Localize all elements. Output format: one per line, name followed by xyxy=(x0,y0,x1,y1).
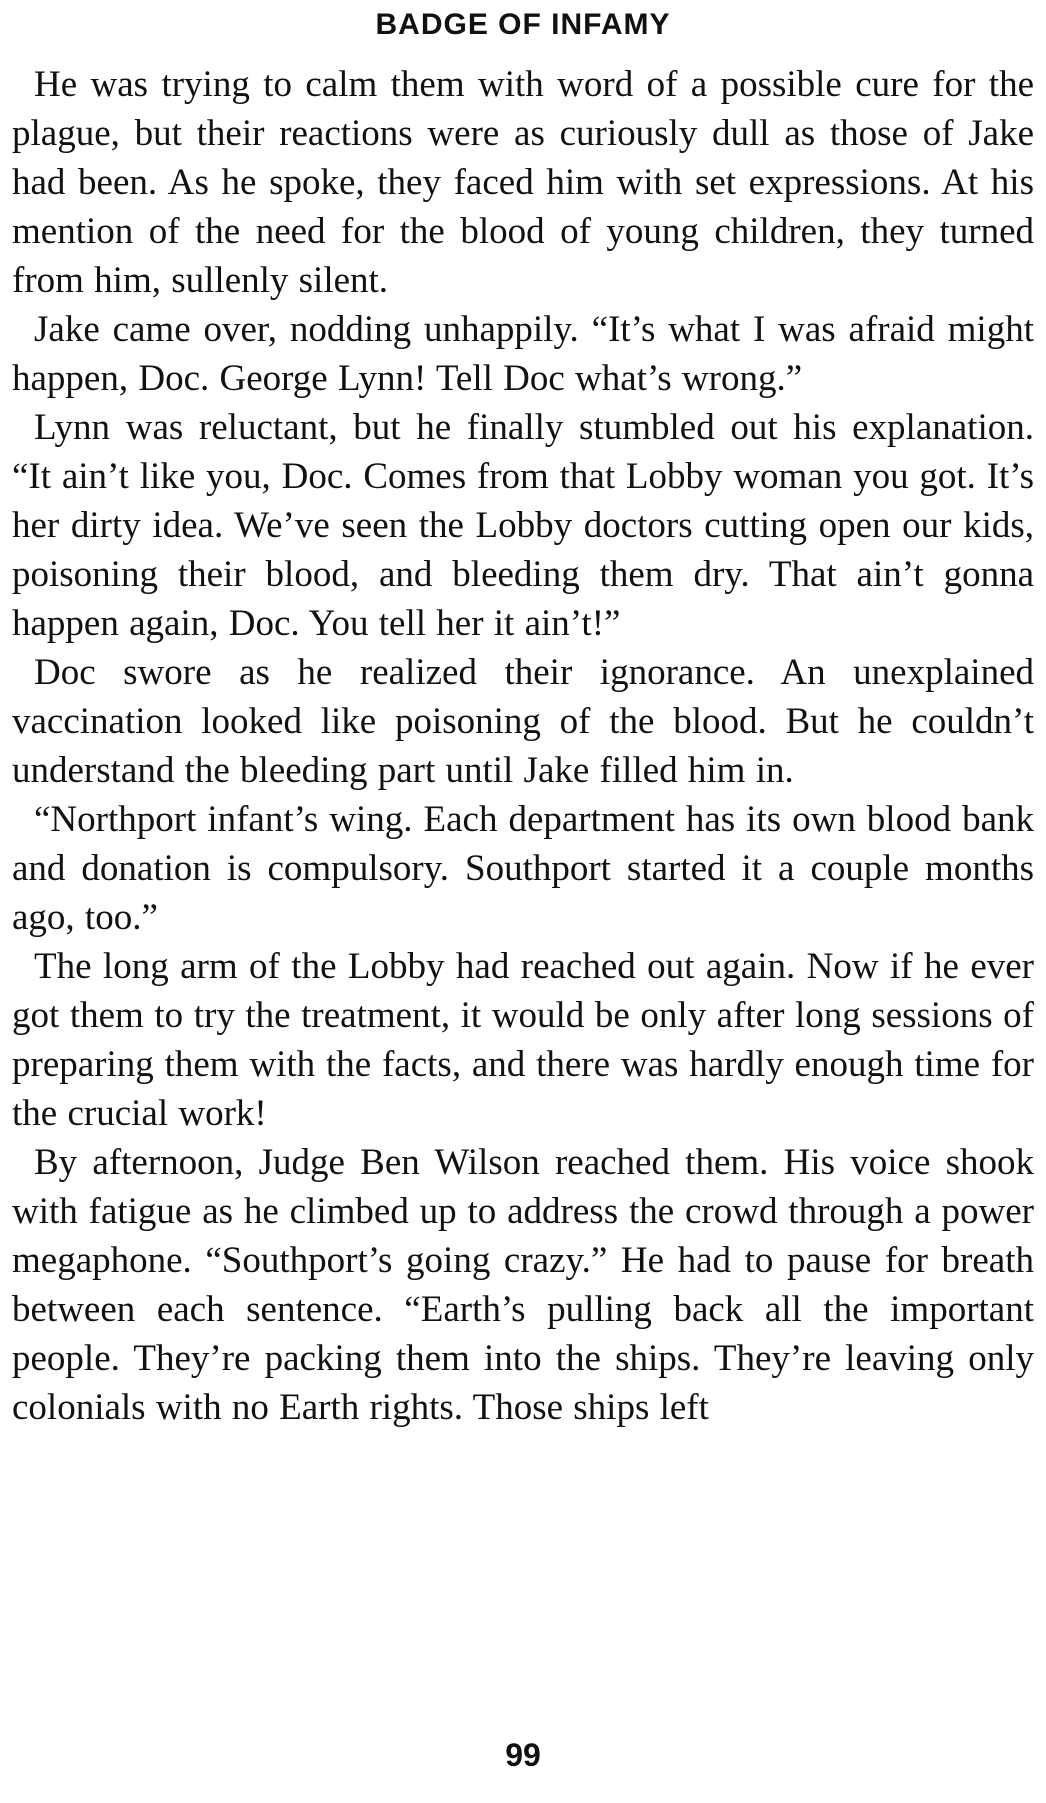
paragraph-3: Lynn was reluctant, but he finally stumbled out his explanation. “It ain’t like you, Doc. Comes from that Lobby woman you got. It’s her dirty idea. We’ve seen the Lobby doctors cutting open our kids, poisoning their blood, and bleeding them dry. That ain’t gonna happen again, Doc. You tell her it ain’t!” xyxy=(12,407,1034,644)
book-page xyxy=(12,0,1034,1803)
paragraph-5: “Northport infant’s wing. Each department has its own blood bank and donation is compulsory. Southport started it a couple months ago, too.” xyxy=(12,799,1034,938)
paragraph-7: By afternoon, Judge Ben Wilson reached them. His voice shook with fatigue as he climbed up to address the crowd through a power megaphone. “Southport’s going crazy.” He had to pause for breath between each sentence. “Earth’s pulling back all the important people. They’re packing them into the ships. They’re leaving only colonials with no Earth rights. Those ships left xyxy=(12,1142,1034,1428)
paragraph-1: He was trying to calm them with word of a possible cure for the plague, but their reactions were as curiously dull as those of Jake had been. As he spoke, they faced him with set expressions. At his mention of the need for the blood of young children, they turned from him, sullenly silent. xyxy=(12,64,1034,301)
paragraph-6: The long arm of the Lobby had reached out again. Now if he ever got them to try the treatment, it would be only after long sessions of preparing them with the facts, and there was hardly enough time for the crucial work! xyxy=(12,946,1034,1134)
paragraph-2: Jake came over, nodding unhappily. “It’s what I was afraid might happen, Doc. George Lynn! Tell Doc what’s wrong.” xyxy=(12,309,1034,399)
page-number: 99 xyxy=(505,1737,541,1773)
paragraph-4: Doc swore as he realized their ignorance. An unexplained vaccination looked like poisoning of the blood. But he couldn’t understand the bleeding part until Jake filled him in. xyxy=(12,652,1034,791)
running-head: BADGE OF INFAMY xyxy=(375,8,671,41)
body-text xyxy=(12,60,1034,1432)
